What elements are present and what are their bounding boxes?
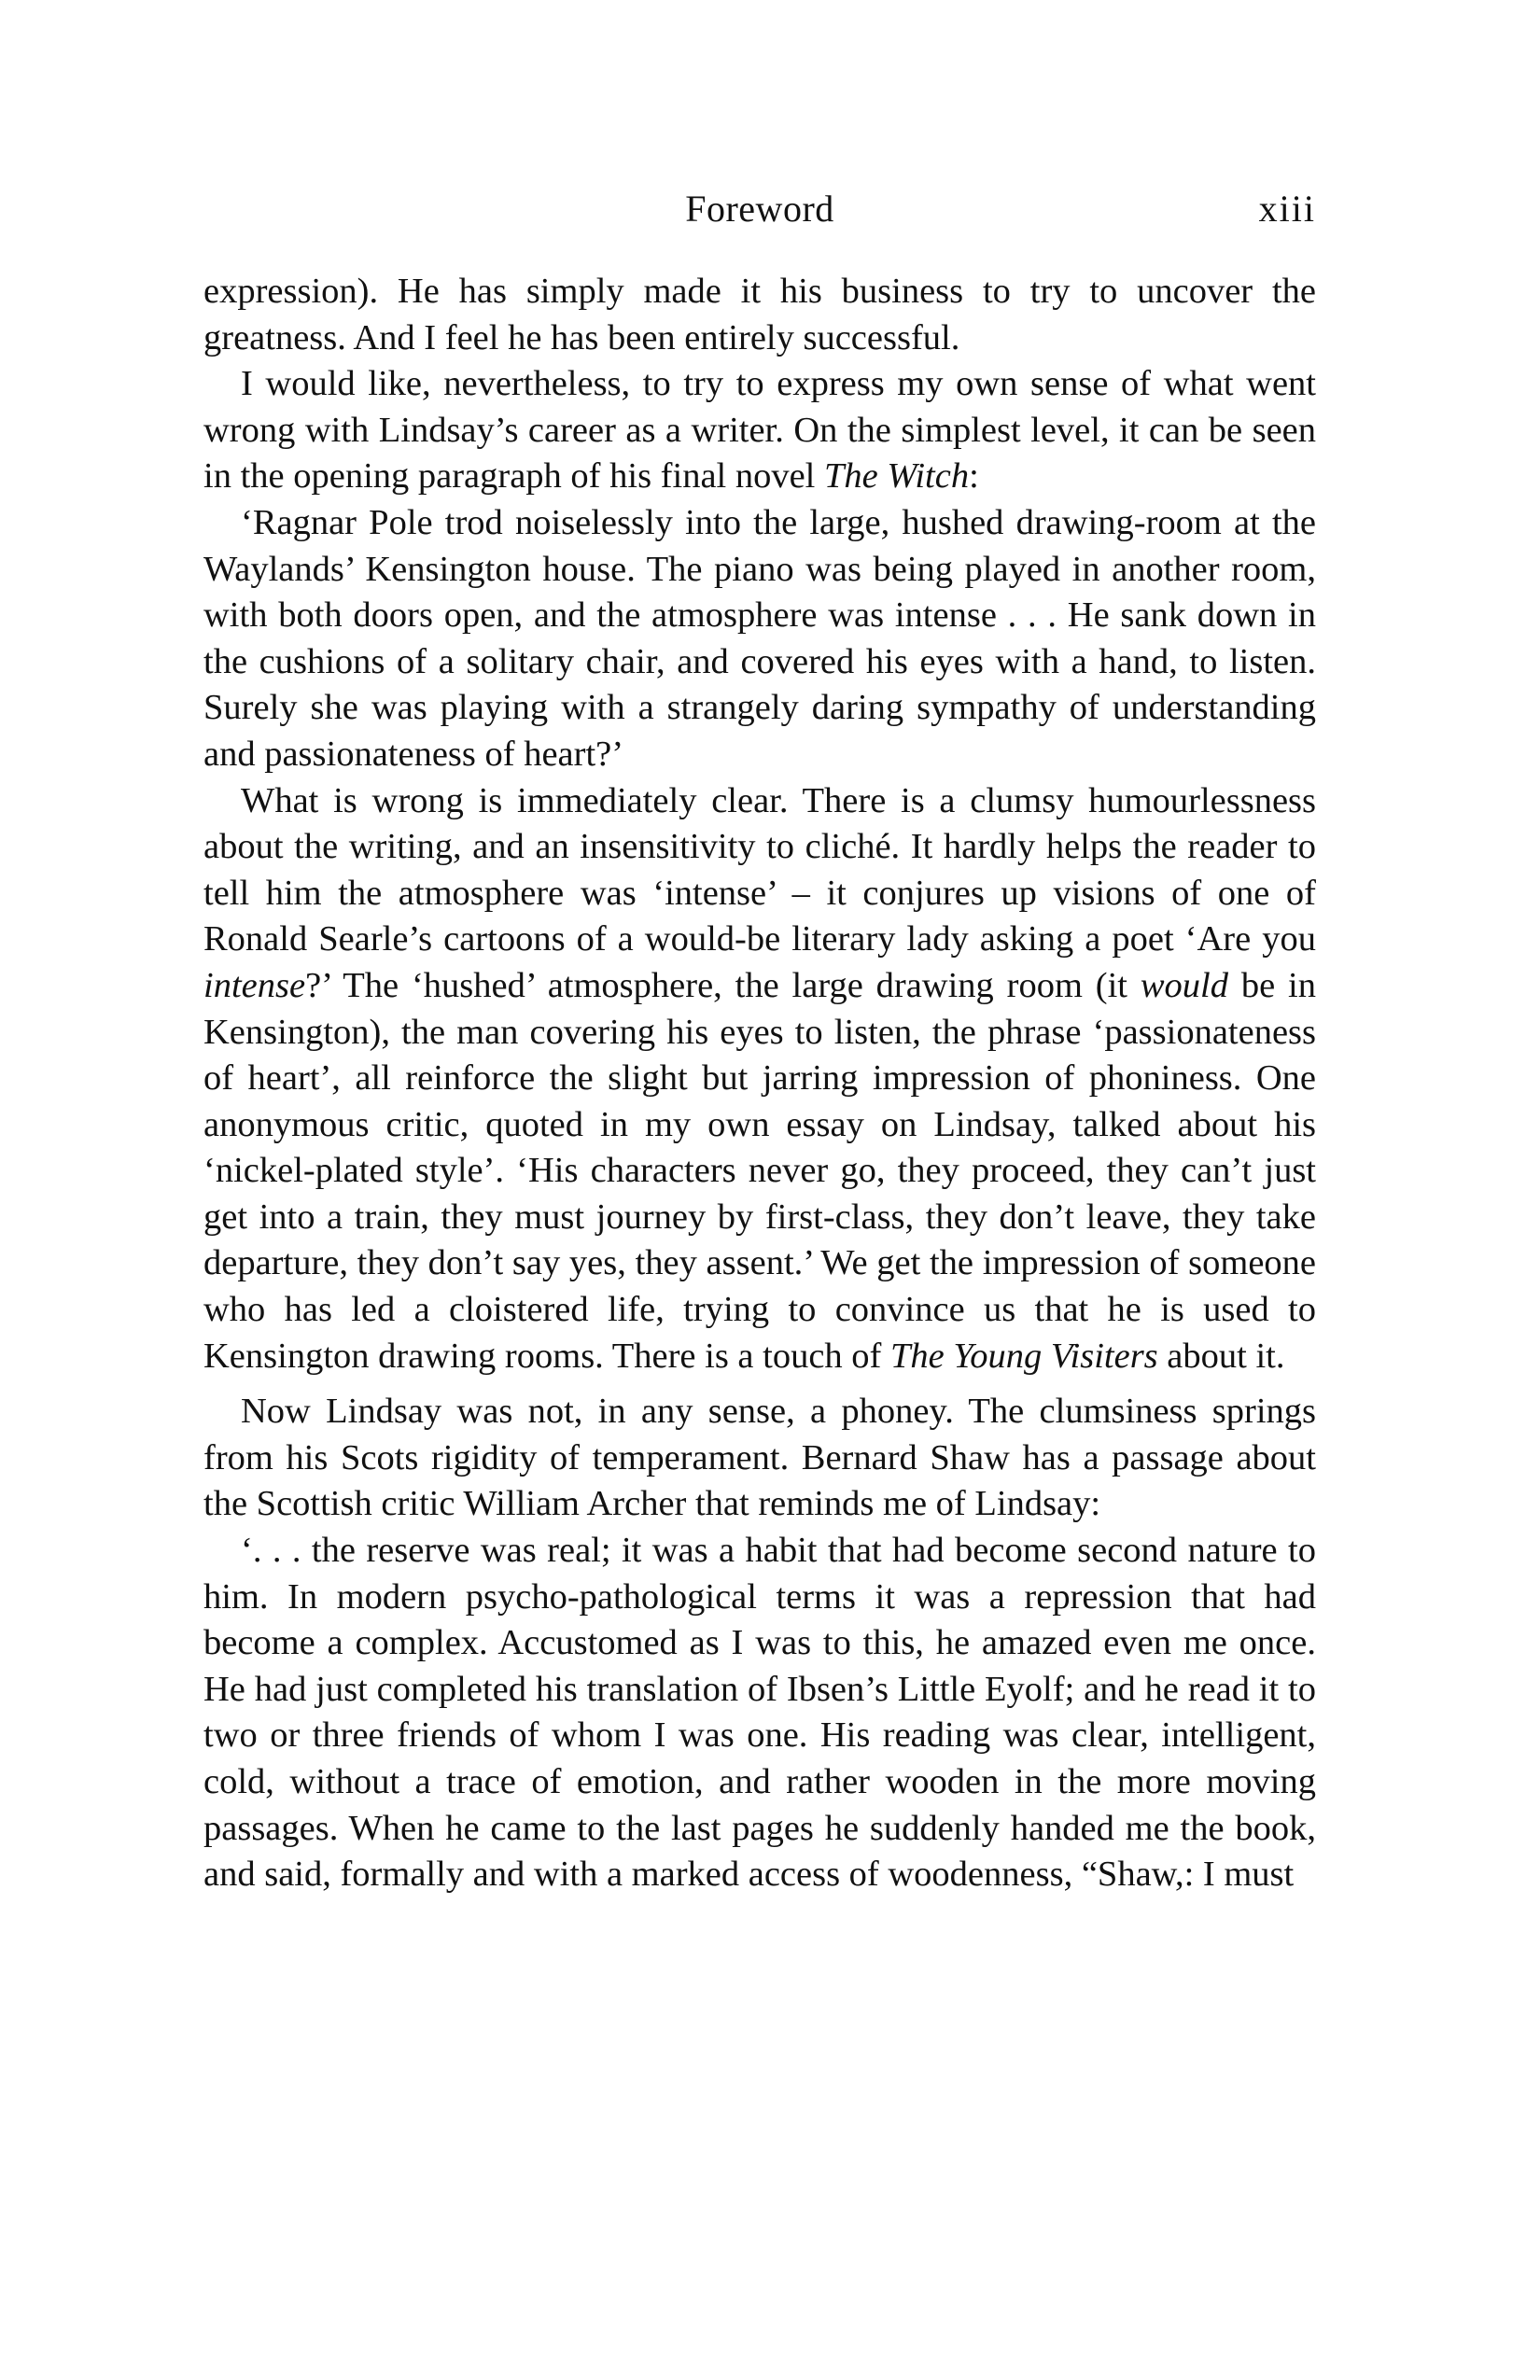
text-run: What is wrong is immediately clear. There is a clumsy humourlessness about the writing, and an insensitivity to cliché. It hardly helps the reader to tell him the atmosphere was ‘intense’ – it conjures up visions of one of Ronald Searle’s cartoons of a would-be literary lady asking a poet ‘Are you	[203, 780, 1316, 959]
text-run: I would like, nevertheless, to try to express my own sense of what went wrong with Lindsay’s career as a writer. On the simplest level, it can be seen in the opening paragraph of his final novel	[203, 364, 1316, 497]
text-run: ?’ The ‘hushed’ atmosphere, the large drawing room (it	[305, 965, 1141, 1005]
block-quotation	[203, 500, 1316, 778]
quotation-text: ‘. . . the reserve was real; it was a habit that had become second nature to him. In modern psycho-pathological terms it was a repression that had become a complex. Accustomed as I was to this, he amazed even me once. He had just completed his translation of Ibsen’s Little Eyolf; and he read it to two or three friends of whom I was one. His reading was clear, intelligent, cold, without a trace of emotion, and rather wooden in the more moving passages. When he came to the last pages he suddenly handed me the book, and said, formally and with a marked access of woodenness, “Shaw,: I must	[203, 1531, 1316, 1895]
book-title: The Young Visiters	[890, 1336, 1158, 1376]
text-run: expression). He has simply made it his business to try to uncover the greatness. And I feel he has been entirely successful.	[203, 272, 1316, 357]
text-body	[203, 269, 1316, 1898]
text-run: be in Kensington), the man covering his eyes to listen, the phrase ‘passionateness of heart’, all reinforce the slight but jarring impression of phoniness. One anonymous critic, quoted in my own essay on Lindsay, talked about his ‘nickel-plated style’. ‘His characters never go, they proceed, they can’t just get into a train, they must journey by first-class, they don’t leave, they take departure, they don’t say yes, they assent.’ We get the impression of someone who has led a cloistered life, trying to convince us that he is used to Kensington drawing rooms. There is a touch of	[203, 965, 1316, 1376]
text-run: Now Lindsay was not, in any sense, a phoney. The clumsiness springs from his Scots rigidity of temperament. Bernard Shaw has a passage about the Scottish critic William Archer that reminds me of Lindsay:	[203, 1392, 1316, 1524]
emphasis: would	[1140, 965, 1228, 1005]
quotation-text: ‘Ragnar Pole trod noiselessly into the large, hushed drawing-room at the Waylands’ Kensington house. The piano was being played in another room, with both doors open, and the atmosphere was intense . . . He sank down in the cushions of a solitary chair, and covered his eyes with a hand, to listen. Surely she was playing with a strangely daring sympathy of understanding and passionateness of heart?’	[203, 502, 1316, 774]
paragraph	[203, 269, 1316, 361]
text-run: :	[969, 456, 979, 497]
book-title: The Witch	[824, 456, 970, 497]
block-quotation	[203, 1528, 1316, 1898]
running-title: Foreword	[685, 188, 834, 230]
running-header	[203, 183, 1316, 235]
paragraph	[203, 361, 1316, 500]
page-number: xiii	[1258, 188, 1316, 230]
paragraph	[203, 1389, 1316, 1528]
paragraph	[203, 778, 1316, 1380]
text-run: about it.	[1157, 1336, 1285, 1376]
emphasis: intense	[203, 965, 306, 1005]
